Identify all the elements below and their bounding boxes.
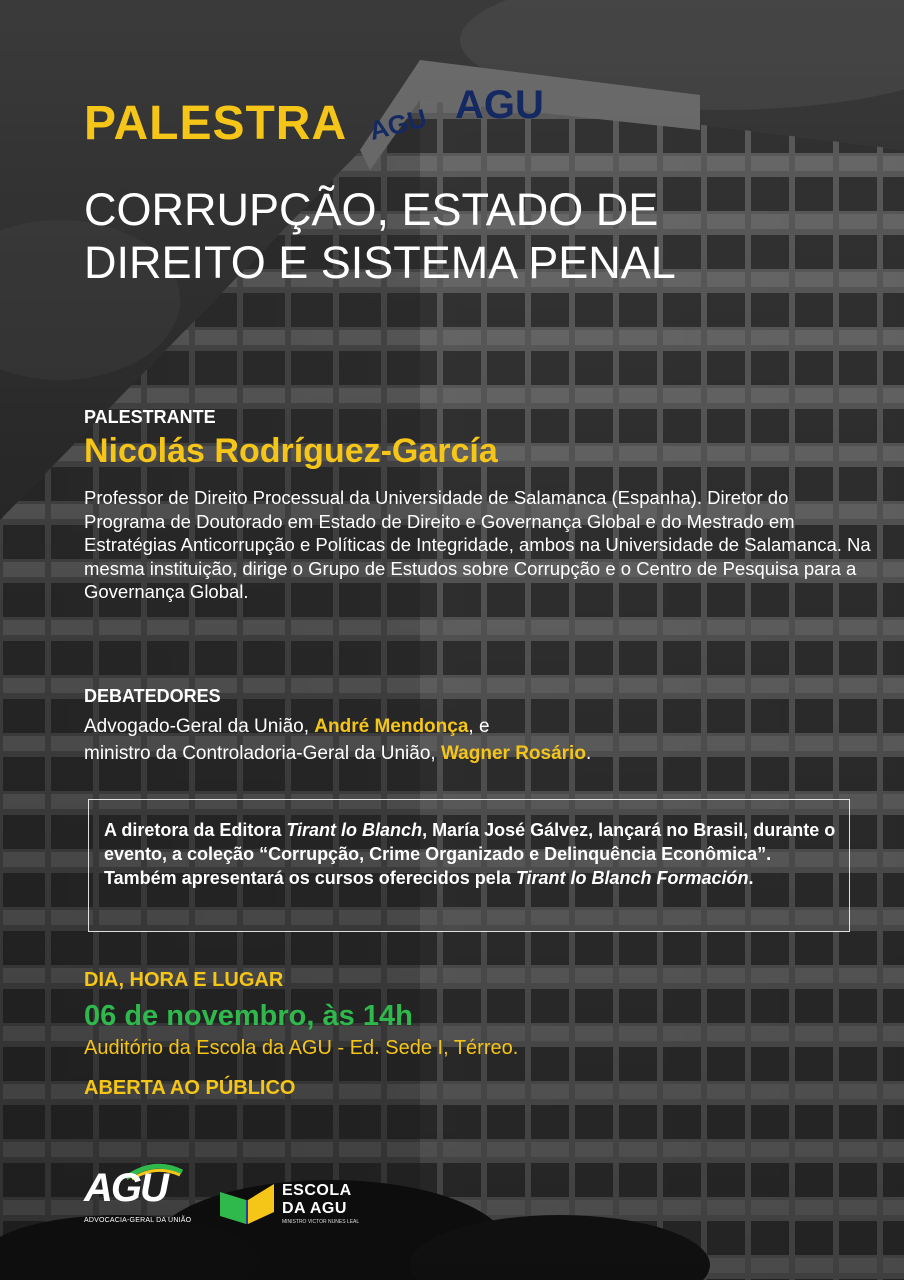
notice-publisher: Tirant lo Blanch (286, 820, 423, 840)
book-launch-notice-box (88, 799, 850, 932)
notice-part-1: A diretora da Editora (104, 820, 287, 840)
agu-logo-subtitle: ADVOCACIA-GERAL DA UNIÃO (84, 1217, 192, 1224)
event-date: 06 de novembro, às 14h (84, 1000, 413, 1032)
notice-part-3: . (748, 868, 754, 888)
escola-logo-line-1: ESCOLA (282, 1182, 352, 1199)
debater-2-suffix: . (585, 743, 592, 764)
debater-2-name: Wagner Rosário (440, 743, 586, 764)
escola-agu-logo (218, 1178, 378, 1228)
debater-2-role: ministro da Controladoria-Geral da União, (84, 743, 441, 764)
open-book-icon (218, 1178, 276, 1226)
escola-logo-line-2: DA AGU (282, 1200, 347, 1217)
agu-logo-text: AGU (84, 1166, 167, 1210)
debaters-text (84, 713, 874, 767)
agu-logo (84, 1162, 194, 1232)
debater-1-name: André Mendonça (314, 716, 469, 737)
book-launch-notice-text (104, 818, 844, 890)
speaker-label: PALESTRANTE (84, 407, 216, 427)
speaker-bio: Professor de Direito Processual da Universidade de Salamanca (Espanha). Diretor do Programa de Doutorado em Estado de Direito e Governança Global e do Mestrado em Estratégias Anticorrupção e Políticas de Integridade, ambos na Universidade de Salamanca. Na mesma instituição, dirige o Grupo de Estudos sobre Corrupção e o Centro de Pesquisa para a Governança Global. (84, 487, 871, 602)
event-type-heading: PALESTRA (84, 97, 348, 150)
open-to-public-label: ABERTA AO PÚBLICO (84, 1077, 296, 1099)
speaker-name: Nicolás Rodríguez-García (84, 432, 498, 470)
escola-logo-tagline: MINISTRO VICTOR NUNES LEAL (282, 1219, 360, 1225)
event-location: Auditório da Escola da AGU - Ed. Sede I, Térreo. (84, 1037, 519, 1059)
notice-part-2: , María José Gálvez, lançará no Brasil, durante o evento, a coleção “Corrupção, Crime Organizado e Delinquência Econômica”. Também apresentará os cursos oferecidos pela (104, 820, 836, 888)
debater-1-suffix: , e (468, 716, 490, 737)
debaters-label: DEBATEDORES (84, 686, 221, 706)
event-details-label: DIA, HORA E LUGAR (84, 969, 284, 991)
debater-1-role: Advogado-Geral da União, (84, 716, 315, 737)
notice-courses: Tirant lo Blanch Formación (515, 868, 749, 888)
lecture-title: CORRUPÇÃO, ESTADO DE DIREITO E SISTEMA PENAL (84, 184, 676, 288)
